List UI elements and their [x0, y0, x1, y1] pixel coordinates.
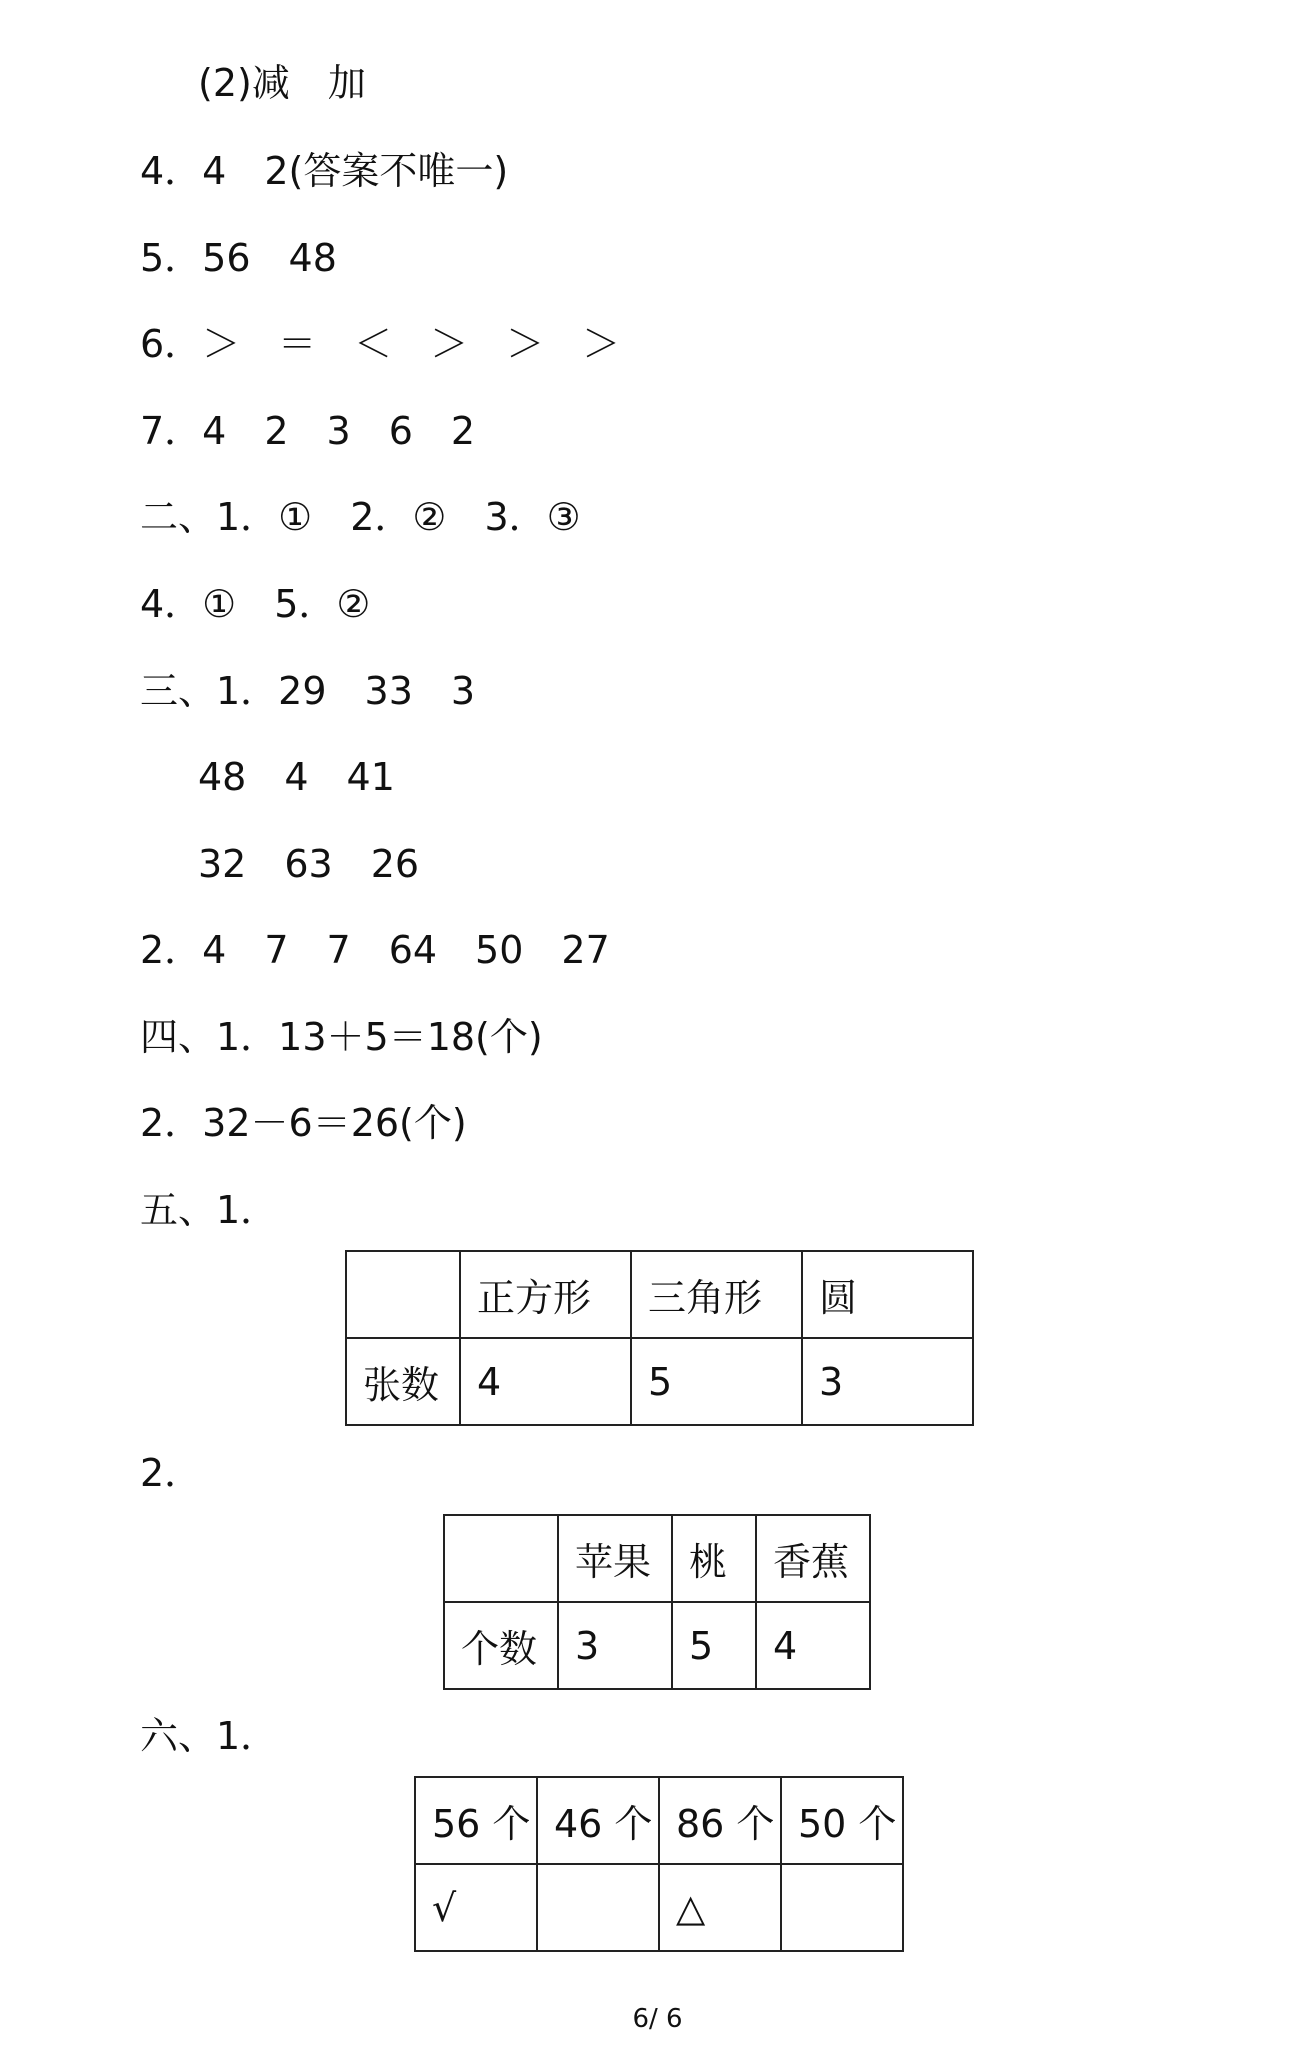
- answer-line-4: 4．4 2(答案不唯一): [140, 149, 509, 193]
- table-row: [415, 1864, 903, 1951]
- table-cell: 4: [756, 1602, 870, 1689]
- table-row: [346, 1251, 973, 1338]
- table-cell: 46 个: [537, 1777, 659, 1864]
- table-cell: [537, 1864, 659, 1951]
- section-3-line-1: 三、1．29 33 3: [140, 669, 476, 713]
- table-cell: 桃: [672, 1515, 756, 1602]
- table-cell: 3: [802, 1338, 973, 1425]
- quantity-choice-table: [414, 1776, 904, 1952]
- table-cell: 个数: [444, 1602, 558, 1689]
- table-cell: [444, 1515, 558, 1602]
- table-cell: 4: [460, 1338, 631, 1425]
- fruit-count-table: [443, 1514, 871, 1690]
- table-cell: 86 个: [659, 1777, 781, 1864]
- table-cell: 苹果: [558, 1515, 672, 1602]
- table-cell: 3: [558, 1602, 672, 1689]
- table-row: [444, 1515, 870, 1602]
- section-4-line-2: 2．32－6＝26(个): [140, 1101, 467, 1145]
- table-cell: [781, 1864, 903, 1951]
- table-cell: 张数: [346, 1338, 460, 1425]
- table-row: [444, 1602, 870, 1689]
- section-4-line-1: 四、1．13＋5＝18(个): [140, 1015, 543, 1059]
- section-6-line-1: 六、1．: [140, 1714, 279, 1758]
- section-2-line-1: 二、1．① 2．② 3．③: [140, 495, 581, 539]
- section-5-line-1: 五、1．: [140, 1188, 279, 1232]
- section-2-line-2: 4．① 5．②: [140, 582, 371, 626]
- table-cell: 5: [672, 1602, 756, 1689]
- table-cell: 香蕉: [756, 1515, 870, 1602]
- answer-line-1-2: (2)减 加: [198, 61, 366, 105]
- answer-line-5: 5．56 48: [140, 236, 337, 280]
- table-cell: 5: [631, 1338, 802, 1425]
- section-3-line-3: 32 63 26: [198, 842, 420, 886]
- answer-line-7: 7．4 2 3 6 2: [140, 409, 476, 453]
- check-mark-cell: √: [415, 1864, 537, 1951]
- table-cell: 正方形: [460, 1251, 631, 1338]
- answer-line-6: 6．＞ ＝ ＜ ＞ ＞ ＞: [140, 322, 621, 366]
- triangle-mark-cell: △: [659, 1864, 781, 1951]
- table-cell: 圆: [802, 1251, 973, 1338]
- table-row: [346, 1338, 973, 1425]
- table-cell: 50 个: [781, 1777, 903, 1864]
- table-cell: 三角形: [631, 1251, 802, 1338]
- table-cell: [346, 1251, 460, 1338]
- section-3-line-4: 2．4 7 7 64 50 27: [140, 928, 610, 972]
- section-3-line-2: 48 4 41: [198, 755, 395, 799]
- shape-count-table: [345, 1250, 974, 1426]
- table-cell: 56 个: [415, 1777, 537, 1864]
- page-number: 6/ 6: [632, 2004, 683, 2034]
- table-row: [415, 1777, 903, 1864]
- section-5-line-2: 2．: [140, 1451, 203, 1495]
